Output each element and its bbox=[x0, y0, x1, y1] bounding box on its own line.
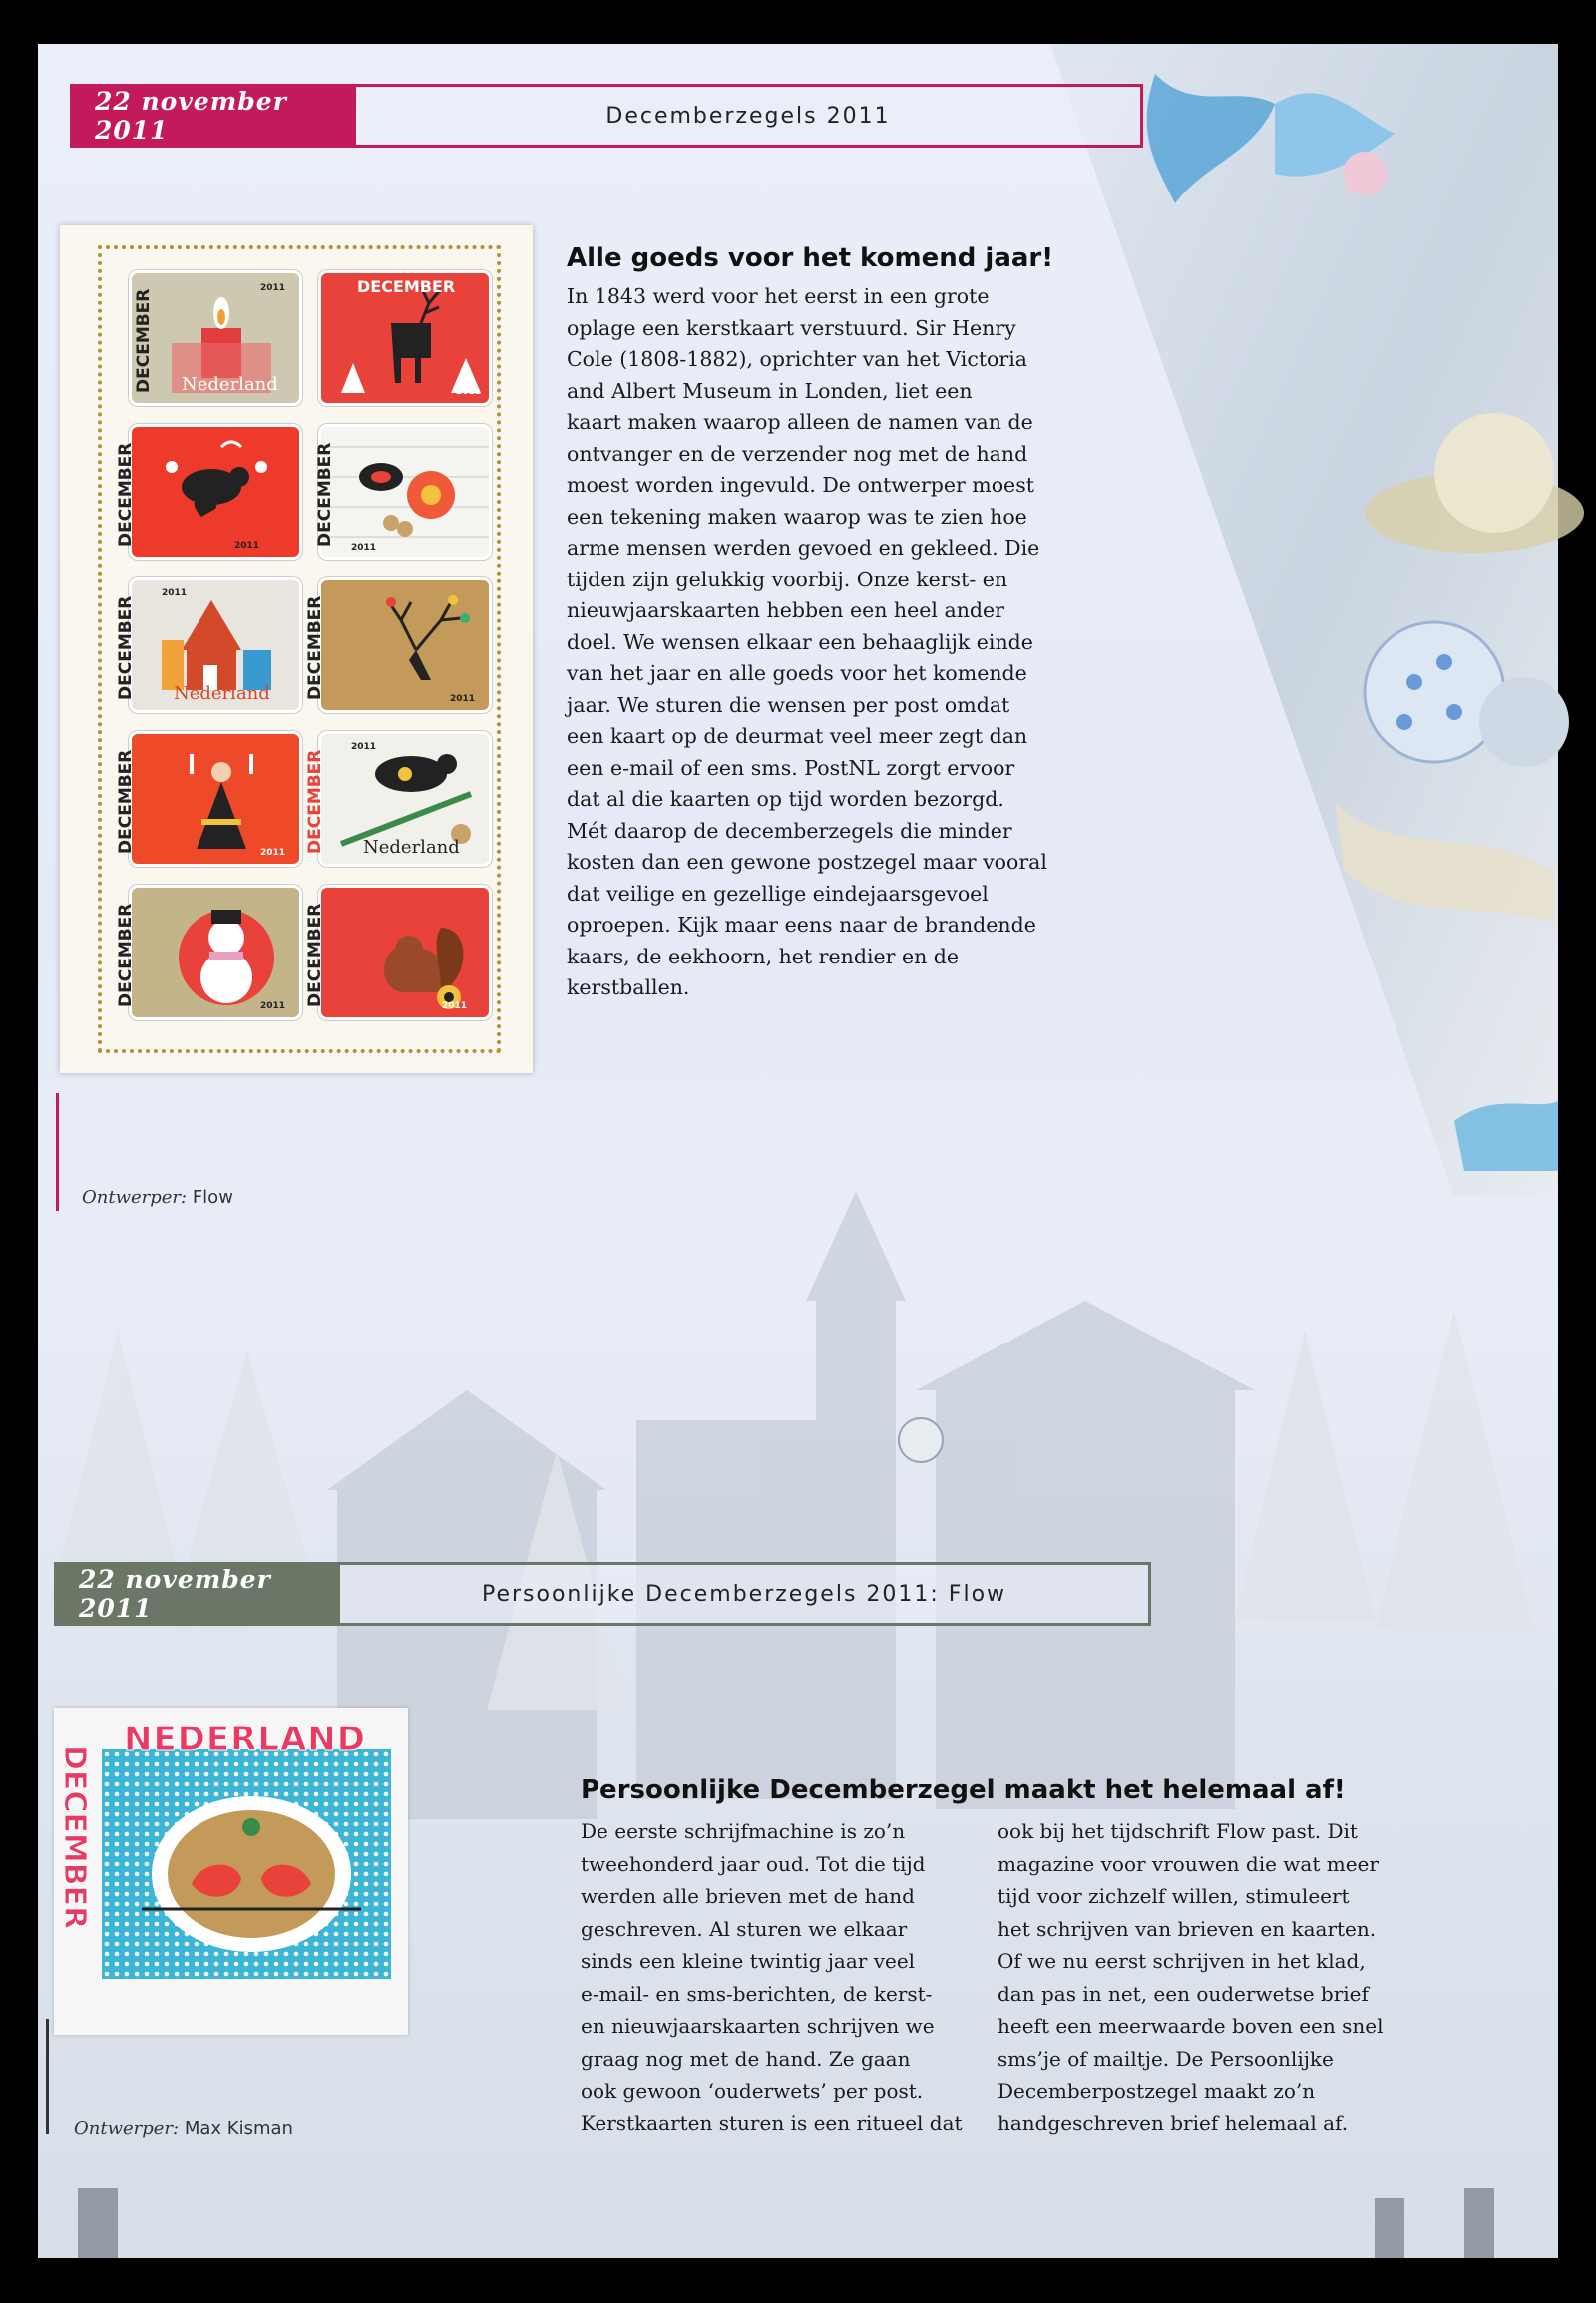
flow-nederland-label: NEDERLAND bbox=[124, 1720, 366, 1759]
stamp-december-label: DECEMBER bbox=[116, 442, 136, 547]
article-body: In 1843 werd voor het eerst in een grote oplage een kerstkaart verstuurd. Sir Henry Cole (1808-1882), oprichter van het Victoria and Albert Museum in Londen, liet een kaart maken waarop alleen de namen van de ontvanger en de verzender nog met de hand moest worden ingevuld. De ontwerper moest een tekening maken waarop was te zien hoe arme mensen werden gevoed en gekleed. Die tijden zijn gelukkig voorbij. Onze kerst- en nieuwjaarskaarten hebben een heel ander doel. We wensen elkaar een behaaglijk einde van het jaar en alle goeds voor het komende jaar. We sturen die wensen per post omdat een kaart op de deurmat veel meer zegt dan een e-mail of een sms. PostNL zorgt ervoor dat al die kaarten op tijd worden bezorgd. Mét daarop de decemberzegels die minder kosten dan een gewone postzegel maar vooral dat veilige en gezellige eindejaarsgevoel oproepen. Kijk maar eens naar de brandende kaars, de eekhoorn, het rendier en de kerstballen. bbox=[567, 284, 1047, 999]
snowman-icon bbox=[132, 888, 299, 1017]
caption-label: Ontwerper: bbox=[82, 1187, 188, 1208]
stamp-nederland-label: Nederland bbox=[182, 374, 278, 395]
stamp-nederland-label: Nederland bbox=[363, 837, 460, 858]
header-title: Decemberzegels 2011 bbox=[356, 87, 1140, 145]
stamp-candle bbox=[132, 273, 299, 403]
stamp-sheet bbox=[60, 225, 533, 1073]
stamp-year: 2011 bbox=[351, 742, 377, 752]
designer-caption bbox=[82, 1187, 233, 1208]
designer-caption bbox=[74, 2118, 293, 2139]
squirrel-icon bbox=[321, 888, 489, 1017]
stamp-baubles bbox=[315, 427, 489, 557]
page bbox=[38, 44, 1558, 2258]
stamp-december-label: DECEMBER bbox=[116, 903, 136, 1007]
stamp-bird-heart bbox=[116, 427, 299, 557]
stamp-year: 2011 bbox=[351, 543, 377, 553]
flow-stamp-card bbox=[54, 1708, 408, 2035]
header-date: 22 november 2011 bbox=[57, 1565, 340, 1623]
bauble-icon bbox=[321, 427, 489, 557]
stamp-year: 2011 bbox=[449, 694, 475, 704]
girl-with-candles-icon bbox=[132, 734, 299, 864]
stamp-year: 2011 bbox=[162, 588, 188, 598]
caption-rule bbox=[46, 2019, 49, 2134]
section-header-decemberzegels bbox=[70, 84, 1143, 148]
stamp-december-label: DECEMBER bbox=[116, 749, 136, 854]
flow-stamp bbox=[102, 1749, 391, 1979]
stamp-nederland-label: Nederland bbox=[174, 683, 270, 704]
stamp-year: 2011 bbox=[259, 1001, 285, 1011]
stamp-december-label: DECEMBER bbox=[134, 288, 154, 393]
stamp-year: 2011 bbox=[455, 387, 481, 397]
stamp-december-label: DECEMBER bbox=[315, 442, 335, 547]
header-title: Persoonlijke Decemberzegels 2011: Flow bbox=[340, 1565, 1148, 1623]
caption-rule bbox=[56, 1093, 59, 1211]
stamp-december-label: DECEMBER bbox=[305, 595, 325, 700]
robins-icon bbox=[102, 1749, 391, 1979]
caption-name: Max Kisman bbox=[184, 2118, 293, 2139]
article-title: Persoonlijke Decemberzegel maakt het helemaal af! bbox=[581, 1775, 1346, 1805]
stamp-church bbox=[116, 580, 299, 710]
caption-name: Flow bbox=[192, 1187, 233, 1208]
stamp-december-label: DECEMBER bbox=[305, 749, 325, 854]
bird-icon bbox=[132, 427, 299, 557]
article-column-1: De eerste schrijfmachine is zo’n tweehonderd jaar oud. Tot die tijd werden alle brieven met de hand geschreven. Al sturen we elkaar sinds een kleine twintig jaar veel e-mail- en sms-berichten, de kerst- en nieuwjaarskaarten schrijven we graag nog met de hand. Ze gaan ook gewoon ‘ouderwets’ per post. Kerstkaarten sturen is een ritueel dat bbox=[581, 1819, 963, 2135]
article-column-2: ook bij het tijdschrift Flow past. Dit magazine voor vrouwen die wat meer tijd voor zichzelf willen, stimuleert het schrijven van brieven en kaarten. Of we nu eerst schrijven in het klad, dan pas in net, een ouderwetse brief heeft een meerwaarde boven een snel sms’je of mailtje. De Persoonlijke Decemberpostzegel maakt zo’n handgeschreven brief helemaal af. bbox=[998, 1819, 1384, 2135]
stamp-snowman bbox=[116, 888, 299, 1017]
article-title: Alle goeds voor het komend jaar! bbox=[567, 243, 1054, 273]
stamp-year: 2011 bbox=[233, 541, 259, 551]
deer-head-icon bbox=[321, 580, 489, 710]
stamp-year: 2011 bbox=[441, 1001, 467, 1011]
stamp-december-label: DECEMBER bbox=[305, 903, 325, 1007]
stamp-december-label: DECEMBER bbox=[357, 277, 456, 296]
stamp-candle-girl bbox=[116, 734, 299, 864]
stamp-deer-head bbox=[305, 580, 489, 710]
stamp-december-label: DECEMBER bbox=[116, 595, 136, 700]
stamp-bird-branch bbox=[305, 734, 489, 864]
stamp-reindeer bbox=[321, 273, 489, 403]
section-header-persoonlijke bbox=[54, 1562, 1151, 1626]
caption-label: Ontwerper: bbox=[74, 2118, 180, 2139]
header-date: 22 november 2011 bbox=[73, 87, 356, 145]
stamp-year: 2011 bbox=[259, 848, 285, 858]
flow-december-label: DECEMBER bbox=[57, 1745, 92, 1930]
stamp-squirrel bbox=[305, 888, 489, 1017]
stamp-year: 2011 bbox=[259, 283, 285, 293]
